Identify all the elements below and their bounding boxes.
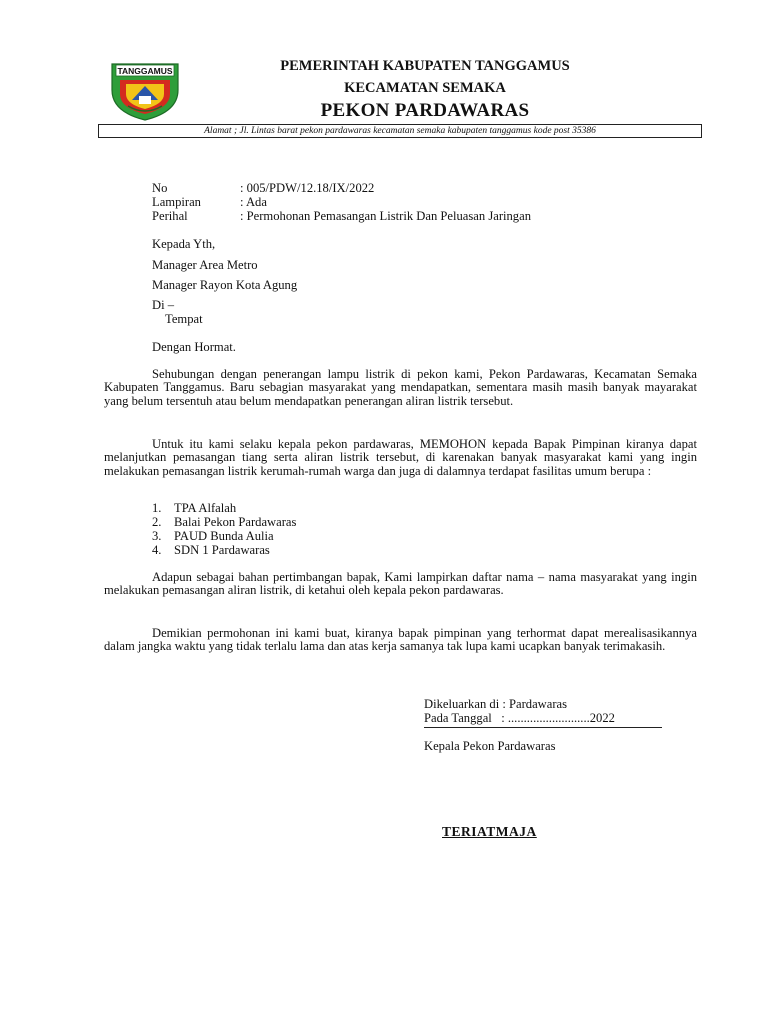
paragraph-3: Adapun sebagai bahan pertimbangan bapak, Kami lampirkan daftar nama – nama masyarakat yang ingin melakukan pemasangan aliran listrik, di ketahui oleh kepala pekon pardawaras. (104, 570, 697, 598)
opening-salutation: Dengan Hormat. (152, 340, 236, 354)
list-item-number: 1. (152, 501, 162, 515)
list-item: PAUD Bunda Aulia (174, 529, 274, 543)
date-underline (424, 727, 662, 728)
paragraph-1: Sehubungan dengan penerangan lampu listrik di pekon kami, Pekon Pardawaras, Kecamatan Semaka Kabupaten Tanggamus. Baru sebagian masyarakat yang mendapatkan, sementara masih masih banyak mayarakat yang belum tersentuh atau belum mendapatkan penerangan aliran listrik tersebut. (104, 367, 697, 408)
lampiran-value: : Ada (240, 195, 267, 209)
recipient-greeting: Kepada Yth, (152, 237, 216, 251)
signatory-name: TERIATMAJA (442, 824, 537, 839)
perihal-value: : Permohonan Pemasangan Listrik Dan Peluasan Jaringan (240, 209, 531, 223)
signatory-title: Kepala Pekon Pardawaras (424, 739, 556, 753)
list-item: SDN 1 Pardawaras (174, 543, 270, 557)
header-district: KECAMATAN SEMAKA (344, 80, 506, 96)
paragraph-2: Untuk itu kami selaku kepala pekon pardawaras, MEMOHON kepada Bapak Pimpinan kiranya dapat melanjutkan pemasangan tiang serta aliran listrik tersebut, di karenakan banyak masyarakat kami yang ingin melakukan pemasangan listrik kerumah-rumah warga dan juga di dalamnya terdapat fasilitas umum berupa : (104, 437, 697, 478)
recipient-line-2: Manager Rayon Kota Agung (152, 278, 298, 292)
header-village: PEKON PARDAWARAS (320, 100, 530, 121)
tanggamus-emblem-icon (108, 60, 182, 122)
address-line: Alamat ; Jl. Lintas barat pekon pardawaras kecamatan semaka kabupaten tanggamus kode post 35386 (98, 124, 702, 138)
list-item-number: 3. (152, 529, 162, 543)
issue-date: Pada Tanggal : ..........................2022 (424, 711, 615, 725)
perihal-label: Perihal (152, 209, 188, 223)
no-label: No (152, 181, 168, 195)
recipient-line-1: Manager Area Metro (152, 258, 258, 272)
list-item: Balai Pekon Pardawaras (174, 515, 297, 529)
issued-at: Dikeluarkan di : Pardawaras (424, 697, 568, 711)
header-government: PEMERINTAH KABUPATEN TANGGAMUS (280, 58, 570, 74)
logo-text: TANGGAMUS (117, 66, 173, 76)
list-item: TPA Alfalah (174, 501, 237, 515)
lampiran-label: Lampiran (152, 195, 201, 209)
recipient-di: Di – (152, 298, 175, 312)
list-item-number: 2. (152, 515, 162, 529)
paragraph-4: Demikian permohonan ini kami buat, kiranya bapak pimpinan yang terhormat dapat merealisasikannya dalam jangka waktu yang tidak terlalu lama dan atas kerja samanya tak lupa kami ucapkan banyak terimakasih. (104, 626, 697, 654)
list-item-number: 4. (152, 543, 162, 557)
no-value: : 005/PDW/12.18/IX/2022 (240, 181, 375, 195)
recipient-place: Tempat (165, 312, 203, 326)
